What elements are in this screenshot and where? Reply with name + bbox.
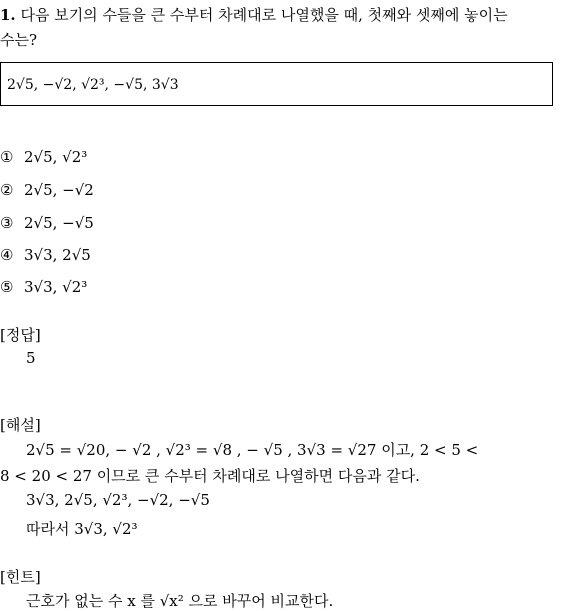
option-2-text: 2√5, −√2	[24, 181, 94, 199]
option-3[interactable]	[0, 214, 94, 232]
option-1-mark: ①	[0, 148, 14, 166]
explanation-line2: 8 < 20 < 27 이므로 큰 수부터 차례대로 나열하면 다음과 같다.	[0, 467, 420, 485]
option-4-mark: ④	[0, 246, 14, 264]
explanation-line3: 3√3, 2√5, √2³, −√2, −√5	[26, 491, 210, 509]
option-5[interactable]	[0, 278, 87, 296]
option-4-text: 3√3, 2√5	[24, 246, 91, 264]
explanation-line1: 2√5 = √20, − √2 , √2³ = √8 , − √5 , 3√3 = √27 이고, 2 < 5 <	[26, 441, 479, 459]
given-numbers: 2√5, −√2, √2³, −√5, 3√3	[7, 77, 179, 93]
option-1[interactable]	[0, 148, 87, 166]
given-numbers-box	[0, 62, 553, 106]
answer-value: 5	[26, 349, 36, 367]
option-2[interactable]	[0, 181, 94, 199]
answer-label: [정답]	[0, 326, 41, 344]
explanation-line4: 따라서 3√3, √2³	[26, 520, 138, 538]
explanation-label: [해설]	[0, 416, 41, 434]
question-text-line2: 수는?	[0, 31, 38, 49]
option-3-text: 2√5, −√5	[24, 214, 94, 232]
option-5-text: 3√3, √2³	[24, 278, 88, 296]
question-text-line1: 다음 보기의 수들을 큰 수부터 차례대로 나열했을 때, 첫째와 셋째에 놓이는	[20, 6, 508, 24]
option-5-mark: ⑤	[0, 278, 14, 296]
option-4[interactable]	[0, 246, 91, 264]
hint-label: [힌트]	[0, 568, 41, 586]
option-3-mark: ③	[0, 214, 14, 232]
question-number: 1.	[0, 6, 16, 24]
option-1-text: 2√5, √2³	[24, 148, 88, 166]
option-2-mark: ②	[0, 181, 14, 199]
hint-text: 근호가 없는 수 x 를 √x² 으로 바꾸어 비교한다.	[26, 592, 334, 610]
question-header	[0, 4, 508, 25]
